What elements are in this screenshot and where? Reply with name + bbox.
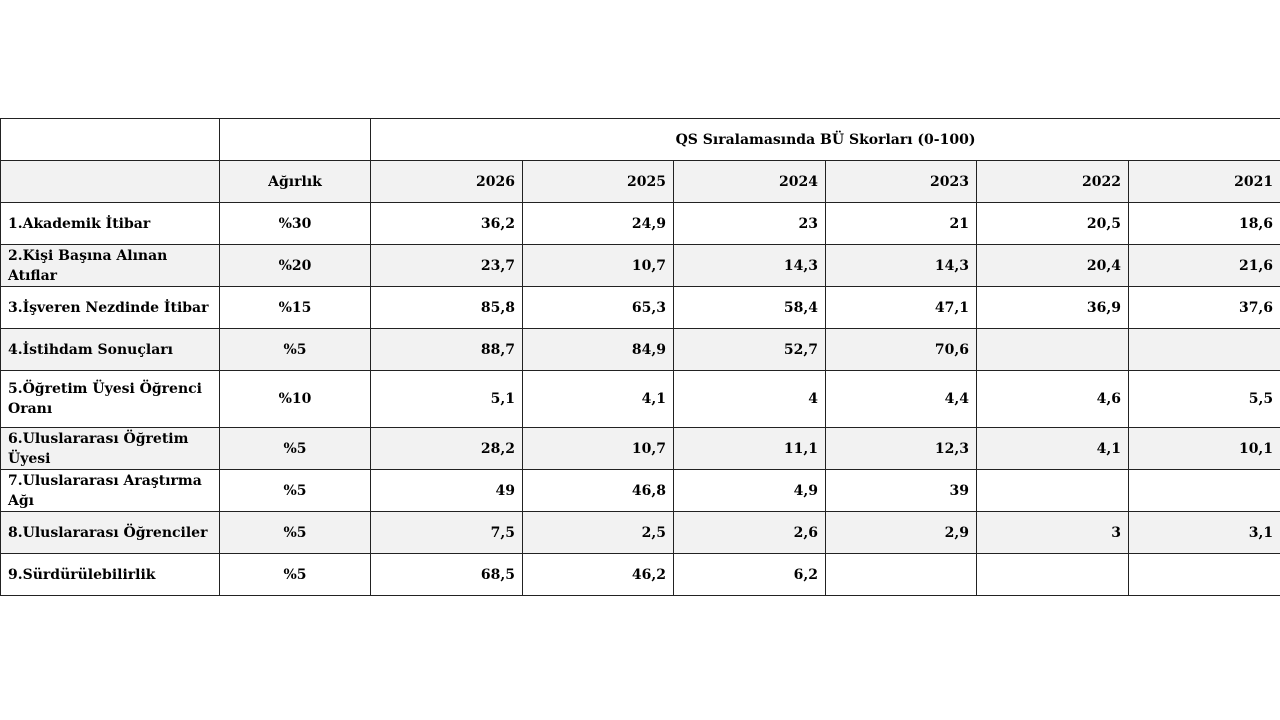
score-cell: 11,1 — [674, 428, 826, 470]
empty-weight-cell — [220, 119, 371, 161]
score-cell: 18,6 — [1129, 203, 1280, 245]
score-cell: 36,2 — [371, 203, 523, 245]
criterion-label: 5.Öğretim Üyesi Öğrenci Oranı — [1, 371, 220, 428]
criterion-label: 7.Uluslararası Araştırma Ağı — [1, 470, 220, 512]
year-header: 2026 — [371, 161, 523, 203]
score-cell: 4,1 — [523, 371, 674, 428]
score-cell: 4,1 — [977, 428, 1129, 470]
criterion-label: 2.Kişi Başına Alınan Atıflar — [1, 245, 220, 287]
year-header: 2023 — [826, 161, 977, 203]
criterion-label: 4.İstihdam Sonuçları — [1, 329, 220, 371]
table-row — [1, 512, 1280, 554]
score-cell: 46,8 — [523, 470, 674, 512]
score-cell: 68,5 — [371, 554, 523, 596]
score-cell: 4,4 — [826, 371, 977, 428]
score-cell: 85,8 — [371, 287, 523, 329]
year-header: 2022 — [977, 161, 1129, 203]
score-cell: 4,9 — [674, 470, 826, 512]
year-header: 2021 — [1129, 161, 1280, 203]
score-cell — [977, 470, 1129, 512]
score-cell: 84,9 — [523, 329, 674, 371]
table-row — [1, 329, 1280, 371]
weight-header: Ağırlık — [220, 161, 371, 203]
score-cell: 88,7 — [371, 329, 523, 371]
score-cell: 37,6 — [1129, 287, 1280, 329]
score-cell: 21 — [826, 203, 977, 245]
header-row — [1, 161, 1280, 203]
score-cell: 6,2 — [674, 554, 826, 596]
table-row — [1, 371, 1280, 428]
score-cell: 3,1 — [1129, 512, 1280, 554]
score-cell: 2,9 — [826, 512, 977, 554]
score-cell — [1129, 554, 1280, 596]
score-cell: 24,9 — [523, 203, 674, 245]
table-row — [1, 287, 1280, 329]
criterion-weight: %30 — [220, 203, 371, 245]
score-cell: 10,7 — [523, 428, 674, 470]
score-cell: 5,5 — [1129, 371, 1280, 428]
score-cell: 49 — [371, 470, 523, 512]
score-cell: 10,1 — [1129, 428, 1280, 470]
score-cell — [1129, 470, 1280, 512]
score-cell: 23,7 — [371, 245, 523, 287]
score-cell — [977, 554, 1129, 596]
qs-scores-table — [0, 118, 1280, 596]
table-row — [1, 554, 1280, 596]
score-cell: 4,6 — [977, 371, 1129, 428]
score-cell: 47,1 — [826, 287, 977, 329]
score-cell: 23 — [674, 203, 826, 245]
score-cell: 21,6 — [1129, 245, 1280, 287]
table-row — [1, 203, 1280, 245]
table-title: QS Sıralamasında BÜ Skorları (0-100) — [371, 119, 1280, 161]
empty-label-header — [1, 161, 220, 203]
criterion-weight: %5 — [220, 554, 371, 596]
score-cell: 2,6 — [674, 512, 826, 554]
criterion-label: 1.Akademik İtibar — [1, 203, 220, 245]
score-cell: 7,5 — [371, 512, 523, 554]
score-cell: 14,3 — [674, 245, 826, 287]
score-cell: 52,7 — [674, 329, 826, 371]
table-body — [1, 119, 1280, 596]
criterion-label: 9.Sürdürülebilirlik — [1, 554, 220, 596]
score-cell: 4 — [674, 371, 826, 428]
year-header: 2025 — [523, 161, 674, 203]
criterion-label: 6.Uluslararası Öğretim Üyesi — [1, 428, 220, 470]
table-row — [1, 245, 1280, 287]
empty-corner-cell — [1, 119, 220, 161]
score-cell: 65,3 — [523, 287, 674, 329]
score-cell: 46,2 — [523, 554, 674, 596]
score-cell: 12,3 — [826, 428, 977, 470]
score-cell: 5,1 — [371, 371, 523, 428]
score-cell — [1129, 329, 1280, 371]
table-row — [1, 470, 1280, 512]
year-header: 2024 — [674, 161, 826, 203]
score-cell: 39 — [826, 470, 977, 512]
criterion-label: 8.Uluslararası Öğrenciler — [1, 512, 220, 554]
score-cell: 20,4 — [977, 245, 1129, 287]
score-cell: 70,6 — [826, 329, 977, 371]
score-cell — [826, 554, 977, 596]
table-row — [1, 428, 1280, 470]
score-cell — [977, 329, 1129, 371]
criterion-weight: %5 — [220, 329, 371, 371]
score-cell: 2,5 — [523, 512, 674, 554]
criterion-weight: %20 — [220, 245, 371, 287]
score-cell: 10,7 — [523, 245, 674, 287]
criterion-weight: %10 — [220, 371, 371, 428]
score-cell: 14,3 — [826, 245, 977, 287]
criterion-weight: %5 — [220, 512, 371, 554]
criterion-weight: %5 — [220, 470, 371, 512]
criterion-label: 3.İşveren Nezdinde İtibar — [1, 287, 220, 329]
score-cell: 28,2 — [371, 428, 523, 470]
score-cell: 58,4 — [674, 287, 826, 329]
criterion-weight: %5 — [220, 428, 371, 470]
criterion-weight: %15 — [220, 287, 371, 329]
title-row — [1, 119, 1280, 161]
score-cell: 36,9 — [977, 287, 1129, 329]
score-cell: 3 — [977, 512, 1129, 554]
score-cell: 20,5 — [977, 203, 1129, 245]
